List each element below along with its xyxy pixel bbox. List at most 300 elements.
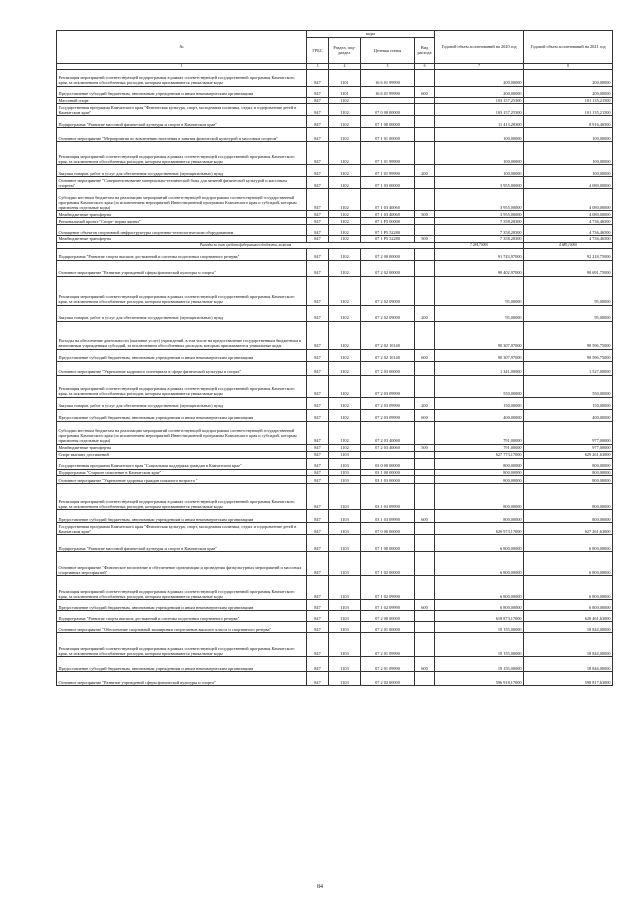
expense-type: 500 bbox=[415, 235, 435, 242]
table-row bbox=[57, 375, 613, 397]
expense-type bbox=[415, 421, 435, 444]
grbs-code: 847 bbox=[307, 633, 329, 657]
header-vr: Вид расхода bbox=[415, 37, 435, 63]
grbs-code: 847 bbox=[307, 361, 329, 375]
expense-type bbox=[415, 451, 435, 458]
table-row bbox=[57, 248, 613, 260]
row-name: Государственная программа Камчатского края "Физическая культура, спорт, молодежная политика, отдых и оздоровление детей в Камчатском крае" bbox=[57, 523, 307, 535]
expense-type bbox=[415, 248, 435, 260]
amount-2020: 7 358,28300 bbox=[435, 218, 524, 225]
amount-2020: 91 743,97000 bbox=[435, 248, 524, 260]
amount-2021: 90 596,75000 bbox=[524, 321, 613, 349]
razdel-code: 1102 bbox=[329, 224, 361, 235]
razdel-code: 1102 bbox=[329, 104, 361, 116]
target-article: 07 1 P5 52280 bbox=[361, 224, 415, 235]
grbs-code: 847 bbox=[307, 552, 329, 576]
grbs-code: 847 bbox=[307, 510, 329, 523]
table-row bbox=[57, 552, 613, 576]
grbs-code: 847 bbox=[307, 611, 329, 622]
row-name: Государственная программа Камчатского края "Физическая культура, спорт, молодежная политика, отдых и оздоровление детей в Камчатском крае" bbox=[57, 104, 307, 116]
header-grbs: ГРБС bbox=[307, 37, 329, 63]
amount-2020: 19 155,00000 bbox=[435, 633, 524, 657]
row-name: Региональный проект "Спорт- норма жизни" bbox=[57, 218, 307, 225]
target-article: 07 1 01 99990 bbox=[361, 142, 415, 165]
row-name: Реализация мероприятий соответствующей подпрограммы в рамках соответствующей государственной программы Камчатского края, за исключением обособленных расходов, которым присваиваются уникальные коды bbox=[57, 375, 307, 397]
amount-2020: 200,00000 bbox=[435, 69, 524, 86]
expense-type bbox=[415, 476, 435, 484]
amount-2020: 627 773,17000 bbox=[435, 451, 524, 458]
amount-2021: 4 080,00000 bbox=[524, 177, 613, 189]
grbs-code: 847 bbox=[307, 128, 329, 142]
expense-type: 600 bbox=[415, 600, 435, 611]
amount-2021: 550,00000 bbox=[524, 375, 613, 397]
table-row bbox=[57, 86, 613, 97]
col-number: 1 bbox=[57, 63, 307, 69]
header-row-top bbox=[57, 31, 613, 38]
target-article: 07 2 01 00000 bbox=[361, 622, 415, 633]
amount-2020: 3 955,00000 bbox=[435, 211, 524, 218]
amount-2020: 100,00000 bbox=[435, 142, 524, 165]
target-article: 07 2 03 09990 bbox=[361, 375, 415, 397]
target-article: 16 6 01 99990 bbox=[361, 86, 415, 97]
amount-2020: 596 918,17000 bbox=[435, 672, 524, 686]
expense-type: 600 bbox=[415, 510, 435, 523]
amount-2021: 150,00000 bbox=[524, 397, 613, 409]
razdel-code: 1102 bbox=[329, 421, 361, 444]
amount-2021: 4 736,46500 bbox=[524, 224, 613, 235]
amount-2020: 103 157,25300 bbox=[435, 104, 524, 116]
razdel-code: 1103 bbox=[329, 611, 361, 622]
row-name: Межбюджетные трансферты bbox=[57, 235, 307, 242]
table-row bbox=[57, 177, 613, 189]
amount-2020: 150,00000 bbox=[435, 397, 524, 409]
target-article: 07 1 03 00000 bbox=[361, 177, 415, 189]
row-name: Предоставление субсидий бюджетным, автономным учреждениям и иным некоммерческим организациям bbox=[57, 510, 307, 523]
razdel-code: 1103 bbox=[329, 657, 361, 672]
target-article: 03 1 03 09990 bbox=[361, 484, 415, 510]
amount-2021: 4 736,46500 bbox=[524, 235, 613, 242]
expense-type bbox=[415, 484, 435, 510]
table-row bbox=[57, 142, 613, 165]
amount-2021: 200,00000 bbox=[524, 69, 613, 86]
row-name: Предоставление субсидий бюджетным, автономным учреждениям и иным некоммерческим организациям bbox=[57, 86, 307, 97]
table-body bbox=[57, 69, 613, 686]
table-row bbox=[57, 535, 613, 552]
amount-2021: 90 596,75000 bbox=[524, 349, 613, 361]
grbs-code: 847 bbox=[307, 69, 329, 86]
expense-type bbox=[415, 128, 435, 142]
razdel-code: 1103 bbox=[329, 510, 361, 523]
grbs-code: 847 bbox=[307, 451, 329, 458]
row-name: Основное мероприятие "Развитие учреждений сферы физической культуры и спорта" bbox=[57, 260, 307, 276]
amount-2021: 627 261,63000 bbox=[524, 523, 613, 535]
razdel-code: 1103 bbox=[329, 633, 361, 657]
target-article: 07 1 03 40060 bbox=[361, 211, 415, 218]
budget-table bbox=[56, 30, 613, 686]
expense-type: 600 bbox=[415, 349, 435, 361]
amount-2020: 1 341,00000 bbox=[435, 361, 524, 375]
expense-type bbox=[415, 116, 435, 128]
amount-2020: 400,00000 bbox=[435, 409, 524, 421]
grbs-code: 847 bbox=[307, 458, 329, 469]
grbs-code: 847 bbox=[307, 248, 329, 260]
row-name: Субсидии местным бюджетам на реализацию мероприятий соответствующей подпрограммы соответствующей государственной программы Камчатского края (за исключением мероприятий Инвестиционной программы Камчатского края и субсидий, которым присвоены отдельные коды) bbox=[57, 421, 307, 444]
row-name: Основное мероприятие "Обеспечение спортивной экипировки спортсменов высшего класса и спортивного резерва" bbox=[57, 622, 307, 633]
razdel-code: 1102 bbox=[329, 409, 361, 421]
amount-2020: 6 800,00000 bbox=[435, 552, 524, 576]
row-name: Субсидии местным бюджетам на реализацию мероприятий соответствующей подпрограммы соответствующей государственной программы Камчатского края (за исключением мероприятий Инвестиционной программы Камчатского края и субсидий, которым присвоены отдельные коды) bbox=[57, 189, 307, 211]
table-row bbox=[57, 97, 613, 104]
row-name: Реализация мероприятий соответствующей подпрограммы в рамках соответствующей государственной программы Камчатского края, за исключением обособленных расходов, которым присваиваются уникальные коды bbox=[57, 69, 307, 86]
col-number: 8 bbox=[524, 63, 613, 69]
razdel-code: 1102 bbox=[329, 444, 361, 451]
table-row bbox=[57, 484, 613, 510]
table-row bbox=[57, 260, 613, 276]
row-name: Реализация мероприятий соответствующей подпрограммы в рамках соответствующей государственной программы Камчатского края, за исключением обособленных расходов, которым присваиваются уникальные коды bbox=[57, 142, 307, 165]
row-name: Предоставление субсидий бюджетным, автономным учреждениям и иным некоммерческим организациям bbox=[57, 657, 307, 672]
table-row bbox=[57, 458, 613, 469]
amount-2020: 100,00000 bbox=[435, 128, 524, 142]
table-row bbox=[57, 305, 613, 321]
razdel-code: 1102 bbox=[329, 116, 361, 128]
grbs-code: 847 bbox=[307, 177, 329, 189]
amount-2020: 791,00000 bbox=[435, 444, 524, 451]
target-article: 03 1 03 00000 bbox=[361, 476, 415, 484]
amount-2020: 800,00000 bbox=[435, 476, 524, 484]
amount-2020: 800,00000 bbox=[435, 469, 524, 476]
amount-2020: 100,00000 bbox=[435, 165, 524, 177]
row-name: Подпрограмма "Старшее поколение в Камчатском крае" bbox=[57, 469, 307, 476]
target-article: 07 2 03 09990 bbox=[361, 397, 415, 409]
expense-type: 200 bbox=[415, 397, 435, 409]
grbs-code: 847 bbox=[307, 484, 329, 510]
razdel-code: 1102 bbox=[329, 97, 361, 104]
grbs-code: 847 bbox=[307, 321, 329, 349]
target-article: 03 0 00 00000 bbox=[361, 458, 415, 469]
row-name: Основное мероприятие "Развитие учреждений сферы физической культуры и спорта" bbox=[57, 672, 307, 686]
target-article: 07 2 02 09090 bbox=[361, 276, 415, 305]
row-name: Основное мероприятие "Мероприятия по вовлечению населения в занятия физической культурой и массовым спортом" bbox=[57, 128, 307, 142]
row-name: Оснащение объектов спортивной инфраструктуры спортивно-технологическим оборудованием bbox=[57, 224, 307, 235]
razdel-code: 1101 bbox=[329, 69, 361, 86]
table-row bbox=[57, 510, 613, 523]
target-article: 03 1 00 00000 bbox=[361, 469, 415, 476]
razdel-code: 1103 bbox=[329, 458, 361, 469]
col-number: 6 bbox=[415, 63, 435, 69]
table-row bbox=[57, 657, 613, 672]
header-codes-group: коды bbox=[307, 31, 435, 38]
amount-2021: 18 844,00000 bbox=[524, 633, 613, 657]
target-article: 07 2 02 10140 bbox=[361, 349, 415, 361]
expense-type: 200 bbox=[415, 165, 435, 177]
table-row bbox=[57, 672, 613, 686]
expense-type bbox=[415, 218, 435, 225]
amount-2020: 6 800,00000 bbox=[435, 576, 524, 600]
table-row bbox=[57, 622, 613, 633]
table-row bbox=[57, 69, 613, 86]
grbs-code: 847 bbox=[307, 523, 329, 535]
table-row bbox=[57, 469, 613, 476]
expense-type bbox=[415, 104, 435, 116]
amount-2020: 19 155,00000 bbox=[435, 657, 524, 672]
target-article: 07 1 02 09990 bbox=[361, 600, 415, 611]
grbs-code: 847 bbox=[307, 305, 329, 321]
table-row bbox=[57, 444, 613, 451]
expense-type bbox=[415, 69, 435, 86]
table-row bbox=[57, 218, 613, 225]
grbs-code: 847 bbox=[307, 397, 329, 409]
razdel-code: 1102 bbox=[329, 375, 361, 397]
expense-type bbox=[415, 633, 435, 657]
table-row bbox=[57, 276, 613, 305]
row-name: Подпрограмма "Развитие массовой физической культуры и спорта в Камчатском крае" bbox=[57, 535, 307, 552]
grbs-code: 847 bbox=[307, 211, 329, 218]
razdel-code: 1102 bbox=[329, 128, 361, 142]
razdel-code: 1103 bbox=[329, 469, 361, 476]
amount-2021: 1 527,00000 bbox=[524, 361, 613, 375]
grbs-code: 847 bbox=[307, 165, 329, 177]
grbs-code: 847 bbox=[307, 375, 329, 397]
target-article: 07 0 00 00000 bbox=[361, 523, 415, 535]
razdel-code: 1102 bbox=[329, 305, 361, 321]
amount-2021: 200,00000 bbox=[524, 86, 613, 97]
expense-type: 200 bbox=[415, 305, 435, 321]
amount-2021: 6 800,00000 bbox=[524, 600, 613, 611]
amount-2021: 101 135,21500 bbox=[524, 104, 613, 116]
target-article: 07 1 00 00000 bbox=[361, 535, 415, 552]
table-row bbox=[57, 409, 613, 421]
table-row bbox=[57, 189, 613, 211]
amount-2021: 4 736,46500 bbox=[524, 218, 613, 225]
amount-2020: 90 307,97000 bbox=[435, 349, 524, 361]
note: Расходы за счет средств федерального бюджета, включая bbox=[57, 242, 435, 248]
table-row bbox=[57, 116, 613, 128]
table-row bbox=[57, 128, 613, 142]
expense-type bbox=[415, 552, 435, 576]
table-row bbox=[57, 451, 613, 458]
row-name: Подпрограмма "Развитие массовой физической культуры и спорта в Камчатском крае" bbox=[57, 116, 307, 128]
expense-type: 600 bbox=[415, 657, 435, 672]
expense-type: 500 bbox=[415, 444, 435, 451]
row-name: Основное мероприятие "Совершенствование материально-технической базы для занятий физической культурой и массовым спортом" bbox=[57, 177, 307, 189]
amount-2021: 6 800,00000 bbox=[524, 552, 613, 576]
target-article: 07 1 P5 52280 bbox=[361, 235, 415, 242]
target-article: 07 1 P5 00000 bbox=[361, 218, 415, 225]
amount-2021: 101 135,21500 bbox=[524, 97, 613, 104]
grbs-code: 847 bbox=[307, 576, 329, 600]
table-row bbox=[57, 397, 613, 409]
razdel-code: 1102 bbox=[329, 260, 361, 276]
grbs-code: 847 bbox=[307, 260, 329, 276]
amount-2020: 11 413,28300 bbox=[435, 116, 524, 128]
table-row bbox=[57, 211, 613, 218]
table-row bbox=[57, 165, 613, 177]
expense-type bbox=[415, 375, 435, 397]
grbs-code: 847 bbox=[307, 104, 329, 116]
table-row bbox=[57, 224, 613, 235]
amount-2020: 618 873,17000 bbox=[435, 611, 524, 622]
expense-type bbox=[415, 458, 435, 469]
table-row bbox=[57, 600, 613, 611]
razdel-code: 1103 bbox=[329, 523, 361, 535]
amount-2020: 3 955,00000 bbox=[435, 177, 524, 189]
expense-type bbox=[415, 523, 435, 535]
grbs-code: 847 bbox=[307, 86, 329, 97]
col-number: 5 bbox=[361, 63, 415, 69]
expense-type bbox=[415, 177, 435, 189]
expense-type bbox=[415, 97, 435, 104]
row-name: Подпрограмма "Развитие спорта высших достижений и системы подготовки спортивного резерва" bbox=[57, 611, 307, 622]
amount-2020: 19 155,00000 bbox=[435, 622, 524, 633]
target-article: 07 1 02 09990 bbox=[361, 576, 415, 600]
amount-2020: 90 307,97000 bbox=[435, 321, 524, 349]
grbs-code: 847 bbox=[307, 97, 329, 104]
amount-2021: 6 800,00000 bbox=[524, 576, 613, 600]
target-article: 07 2 00 00000 bbox=[361, 248, 415, 260]
amount-2021: 4 689,10000 bbox=[524, 242, 613, 248]
expense-type bbox=[415, 142, 435, 165]
amount-2020: 90 402,97000 bbox=[435, 260, 524, 276]
amount-2021: 400,00000 bbox=[524, 409, 613, 421]
amount-2020: 800,00000 bbox=[435, 458, 524, 469]
razdel-code: 1103 bbox=[329, 576, 361, 600]
row-name: Закупка товаров, работ и услуг для обеспечения государственных (муниципальных) нужд bbox=[57, 397, 307, 409]
amount-2021: 100,00000 bbox=[524, 165, 613, 177]
grbs-code: 847 bbox=[307, 349, 329, 361]
grbs-code: 847 bbox=[307, 116, 329, 128]
razdel-code: 1102 bbox=[329, 321, 361, 349]
row-name: Межбюджетные трансферты bbox=[57, 211, 307, 218]
grbs-code: 847 bbox=[307, 189, 329, 211]
razdel-code: 1102 bbox=[329, 235, 361, 242]
amount-2021: 800,00000 bbox=[524, 510, 613, 523]
amount-2021: 598 817,63000 bbox=[524, 672, 613, 686]
amount-2021: 977,00000 bbox=[524, 444, 613, 451]
amount-2020: 626 973,17000 bbox=[435, 523, 524, 535]
table-row bbox=[57, 421, 613, 444]
row-name: Предоставление субсидий бюджетным, автономным учреждениям и иным некоммерческим организациям bbox=[57, 409, 307, 421]
table-row bbox=[57, 611, 613, 622]
grbs-code: 847 bbox=[307, 600, 329, 611]
header-no: № bbox=[57, 31, 307, 64]
amount-2020: 3 955,00000 bbox=[435, 189, 524, 211]
target-article: 07 2 02 10140 bbox=[361, 321, 415, 349]
amount-2021: 95,00000 bbox=[524, 305, 613, 321]
amount-2020: 800,00000 bbox=[435, 510, 524, 523]
expense-type bbox=[415, 224, 435, 235]
target-article: 07 1 02 00000 bbox=[361, 552, 415, 576]
row-name: Основное мероприятие "Укрепление здоровья граждан пожилого возраста " bbox=[57, 476, 307, 484]
expense-type bbox=[415, 321, 435, 349]
target-article: 16 6 01 99990 bbox=[361, 69, 415, 86]
expense-type bbox=[415, 622, 435, 633]
grbs-code: 847 bbox=[307, 672, 329, 686]
amount-2020: 95,00000 bbox=[435, 276, 524, 305]
razdel-code: 1103 bbox=[329, 451, 361, 458]
razdel-code: 1103 bbox=[329, 484, 361, 510]
row-name: Массовый спорт bbox=[57, 97, 307, 104]
expense-type bbox=[415, 276, 435, 305]
table-row bbox=[57, 476, 613, 484]
razdel-code: 1102 bbox=[329, 189, 361, 211]
razdel-code: 1101 bbox=[329, 86, 361, 97]
target-article: 07 1 01 99990 bbox=[361, 165, 415, 177]
row-name: Основное мероприятие "Укрепление кадрового потенциала в сфере физической культуры и спорта" bbox=[57, 361, 307, 375]
page-number: 84 bbox=[317, 884, 323, 890]
razdel-code: 1103 bbox=[329, 600, 361, 611]
table-row bbox=[57, 235, 613, 242]
col-number: 4 bbox=[329, 63, 361, 69]
row-name: Реализация мероприятий соответствующей подпрограммы в рамках соответствующей государственной программы Камчатского края, за исключением обособленных расходов, которым присваиваются уникальные коды bbox=[57, 484, 307, 510]
amount-2020: 7 358,28300 bbox=[435, 224, 524, 235]
row-name: Подпрограмма "Развитие спорта высших достижений и системы подготовки спортивного резерва" bbox=[57, 248, 307, 260]
amount-2021: 100,00000 bbox=[524, 142, 613, 165]
amount-2021: 629 261,63000 bbox=[524, 451, 613, 458]
expense-type bbox=[415, 672, 435, 686]
row-name: Реализация мероприятий соответствующей подпрограммы в рамках соответствующей государственной программы Камчатского края, за исключением обособленных расходов, которым присваиваются уникальные коды bbox=[57, 633, 307, 657]
amount-2021: 100,00000 bbox=[524, 128, 613, 142]
amount-2021: 92 218,75000 bbox=[524, 248, 613, 260]
razdel-code: 1102 bbox=[329, 211, 361, 218]
expense-type bbox=[415, 260, 435, 276]
target-article: 07 2 02 00000 bbox=[361, 260, 415, 276]
grbs-code: 847 bbox=[307, 535, 329, 552]
razdel-code: 1102 bbox=[329, 349, 361, 361]
grbs-code: 847 bbox=[307, 657, 329, 672]
row-name: Спорт высших достижений bbox=[57, 451, 307, 458]
expense-type bbox=[415, 576, 435, 600]
razdel-code: 1102 bbox=[329, 276, 361, 305]
amount-2021: 800,00000 bbox=[524, 476, 613, 484]
amount-2021: 18 844,00000 bbox=[524, 622, 613, 633]
amount-2020: 800,00000 bbox=[435, 484, 524, 510]
col-number: 7 bbox=[435, 63, 524, 69]
grbs-code: 847 bbox=[307, 224, 329, 235]
target-article: 07 1 01 00000 bbox=[361, 128, 415, 142]
amount-2021: 800,00000 bbox=[524, 469, 613, 476]
header-2021: Годовой объем ассигнований на 2021 год bbox=[524, 31, 613, 64]
row-name: Закупка товаров, работ и услуг для обеспечения государственных (муниципальных) нужд bbox=[57, 305, 307, 321]
target-article: 07 2 02 09090 bbox=[361, 305, 415, 321]
target-article: 07 2 00 00000 bbox=[361, 611, 415, 622]
razdel-code: 1103 bbox=[329, 476, 361, 484]
target-article: 07 2 01 09990 bbox=[361, 633, 415, 657]
expense-type bbox=[415, 189, 435, 211]
table-row bbox=[57, 523, 613, 535]
row-name: Реализация мероприятий соответствующей подпрограммы в рамках соответствующей государственной программы Камчатского края, за исключением обособленных расходов, которым присваиваются уникальные коды bbox=[57, 576, 307, 600]
amount-2020: 200,00000 bbox=[435, 86, 524, 97]
table-row bbox=[57, 633, 613, 657]
target-article: 07 2 01 09990 bbox=[361, 657, 415, 672]
amount-2020: 95,00000 bbox=[435, 305, 524, 321]
row-name: Закупка товаров, работ и услуг для обеспечения государственных (муниципальных) нужд bbox=[57, 165, 307, 177]
target-article: 07 2 03 40060 bbox=[361, 421, 415, 444]
grbs-code: 847 bbox=[307, 142, 329, 165]
row-name: Реализация мероприятий соответствующей подпрограммы в рамках соответствующей государственной программы Камчатского края, за исключением обособленных расходов, которым присваиваются уникальные коды bbox=[57, 276, 307, 305]
amount-2021: 4 080,00000 bbox=[524, 211, 613, 218]
amount-2021: 95,00000 bbox=[524, 276, 613, 305]
header-2020: Годовой объем ассигнований на 2020 год bbox=[435, 31, 524, 64]
grbs-code: 847 bbox=[307, 469, 329, 476]
header-razdel: Раздел, под-раздел bbox=[329, 37, 361, 63]
razdel-code: 1102 bbox=[329, 165, 361, 177]
col-number: 3 bbox=[307, 63, 329, 69]
grbs-code: 847 bbox=[307, 444, 329, 451]
target-article: 07 2 03 09990 bbox=[361, 409, 415, 421]
razdel-code: 1103 bbox=[329, 622, 361, 633]
amount-2021: 8 916,46500 bbox=[524, 116, 613, 128]
expense-type: 600 bbox=[415, 86, 435, 97]
